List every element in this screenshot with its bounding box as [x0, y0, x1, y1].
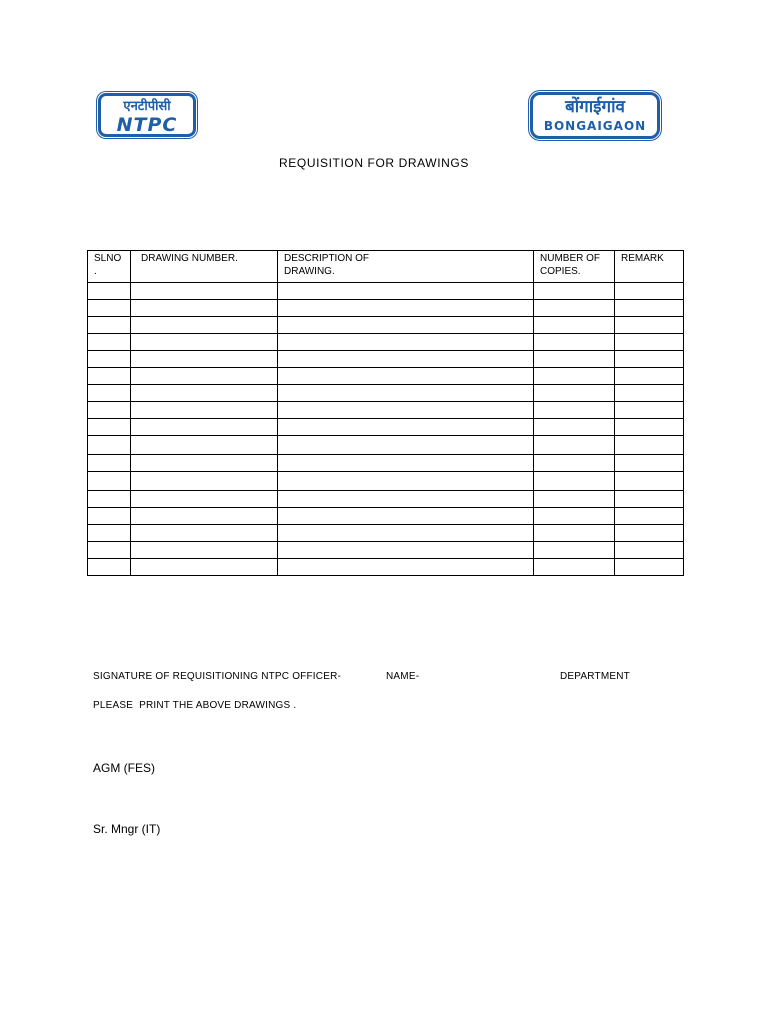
- cell-remark: [615, 525, 684, 542]
- table-row: [88, 525, 684, 542]
- cell-slno: [88, 419, 131, 436]
- bongaigaon-logo: [530, 92, 660, 139]
- cell-number-of-copies: [534, 402, 615, 419]
- bongaigaon-logo-hindi: बोंगाईगांव: [565, 97, 625, 117]
- table-row: [88, 385, 684, 402]
- cell-remark: [615, 402, 684, 419]
- cell-drawing-number: [131, 525, 278, 542]
- table-row: [88, 436, 684, 455]
- cell-description: [278, 559, 534, 576]
- cell-description: [278, 368, 534, 385]
- cell-slno: [88, 283, 131, 300]
- table-row: [88, 300, 684, 317]
- cell-slno: [88, 436, 131, 455]
- cell-description: [278, 419, 534, 436]
- cell-remark: [615, 385, 684, 402]
- cell-number-of-copies: [534, 385, 615, 402]
- cell-slno: [88, 368, 131, 385]
- cell-slno: [88, 402, 131, 419]
- cell-slno: [88, 559, 131, 576]
- cell-remark: [615, 508, 684, 525]
- header-drawing-number: DRAWING NUMBER.: [131, 251, 278, 283]
- cell-slno: [88, 491, 131, 508]
- header-remark: REMARK: [615, 251, 684, 283]
- ntpc-logo: [98, 93, 196, 137]
- cell-description: [278, 317, 534, 334]
- table-row: [88, 542, 684, 559]
- cell-description: [278, 385, 534, 402]
- cell-drawing-number: [131, 419, 278, 436]
- cell-drawing-number: [131, 351, 278, 368]
- cell-description: [278, 542, 534, 559]
- cell-description: [278, 491, 534, 508]
- department-label: DEPARTMENT: [560, 671, 630, 682]
- cell-slno: [88, 334, 131, 351]
- ntpc-logo-hindi: एनटीपीसी: [123, 99, 171, 114]
- cell-remark: [615, 472, 684, 491]
- cell-number-of-copies: [534, 472, 615, 491]
- table-row: [88, 283, 684, 300]
- cell-remark: [615, 491, 684, 508]
- cell-drawing-number: [131, 472, 278, 491]
- cell-remark: [615, 559, 684, 576]
- cell-number-of-copies: [534, 525, 615, 542]
- header-slno: SLNO .: [88, 251, 131, 283]
- cell-description: [278, 351, 534, 368]
- cell-drawing-number: [131, 283, 278, 300]
- signature-label: SIGNATURE OF REQUISITIONING NTPC OFFICER-: [93, 671, 342, 682]
- cell-drawing-number: [131, 334, 278, 351]
- table-row: [88, 491, 684, 508]
- cell-number-of-copies: [534, 351, 615, 368]
- table-row: [88, 455, 684, 472]
- requisition-table: [87, 250, 684, 576]
- cell-drawing-number: [131, 385, 278, 402]
- name-label: NAME-: [386, 671, 420, 682]
- cell-description: [278, 283, 534, 300]
- cell-remark: [615, 542, 684, 559]
- cell-drawing-number: [131, 300, 278, 317]
- cell-remark: [615, 317, 684, 334]
- page-title: REQUISITION FOR DRAWINGS: [279, 156, 469, 170]
- cell-description: [278, 455, 534, 472]
- cell-drawing-number: [131, 508, 278, 525]
- print-note: PLEASE PRINT THE ABOVE DRAWINGS .: [93, 700, 297, 711]
- cell-number-of-copies: [534, 283, 615, 300]
- table-row: [88, 368, 684, 385]
- table-row: [88, 317, 684, 334]
- sr-mngr-it-label: Sr. Mngr (IT): [93, 822, 161, 836]
- cell-number-of-copies: [534, 334, 615, 351]
- cell-drawing-number: [131, 542, 278, 559]
- table-row: [88, 508, 684, 525]
- cell-description: [278, 436, 534, 455]
- cell-drawing-number: [131, 317, 278, 334]
- cell-drawing-number: [131, 402, 278, 419]
- cell-slno: [88, 300, 131, 317]
- cell-description: [278, 525, 534, 542]
- cell-slno: [88, 317, 131, 334]
- cell-number-of-copies: [534, 542, 615, 559]
- cell-number-of-copies: [534, 368, 615, 385]
- ntpc-logo-text: NTPC: [116, 114, 178, 136]
- cell-description: [278, 402, 534, 419]
- cell-slno: [88, 455, 131, 472]
- cell-number-of-copies: [534, 419, 615, 436]
- cell-remark: [615, 368, 684, 385]
- table-header-row: [88, 251, 684, 283]
- cell-remark: [615, 283, 684, 300]
- table-row: [88, 402, 684, 419]
- table-row: [88, 559, 684, 576]
- cell-drawing-number: [131, 436, 278, 455]
- cell-remark: [615, 455, 684, 472]
- cell-remark: [615, 351, 684, 368]
- cell-remark: [615, 334, 684, 351]
- table-body: [88, 283, 684, 576]
- table-row: [88, 334, 684, 351]
- cell-slno: [88, 508, 131, 525]
- cell-remark: [615, 419, 684, 436]
- cell-description: [278, 472, 534, 491]
- header-description: DESCRIPTION OF DRAWING.: [278, 251, 534, 283]
- cell-number-of-copies: [534, 436, 615, 455]
- cell-description: [278, 334, 534, 351]
- cell-number-of-copies: [534, 491, 615, 508]
- cell-remark: [615, 436, 684, 455]
- cell-slno: [88, 542, 131, 559]
- bongaigaon-logo-text: BONGAIGAON: [543, 119, 647, 133]
- cell-drawing-number: [131, 368, 278, 385]
- cell-number-of-copies: [534, 559, 615, 576]
- cell-slno: [88, 385, 131, 402]
- header-number-of-copies: NUMBER OF COPIES.: [534, 251, 615, 283]
- agm-fes-label: AGM (FES): [93, 761, 155, 775]
- table-row: [88, 419, 684, 436]
- cell-drawing-number: [131, 491, 278, 508]
- cell-description: [278, 508, 534, 525]
- cell-slno: [88, 525, 131, 542]
- cell-number-of-copies: [534, 300, 615, 317]
- cell-drawing-number: [131, 559, 278, 576]
- cell-number-of-copies: [534, 508, 615, 525]
- cell-description: [278, 300, 534, 317]
- cell-slno: [88, 351, 131, 368]
- cell-number-of-copies: [534, 317, 615, 334]
- cell-number-of-copies: [534, 455, 615, 472]
- table-row: [88, 351, 684, 368]
- cell-drawing-number: [131, 455, 278, 472]
- table-row: [88, 472, 684, 491]
- cell-slno: [88, 472, 131, 491]
- cell-remark: [615, 300, 684, 317]
